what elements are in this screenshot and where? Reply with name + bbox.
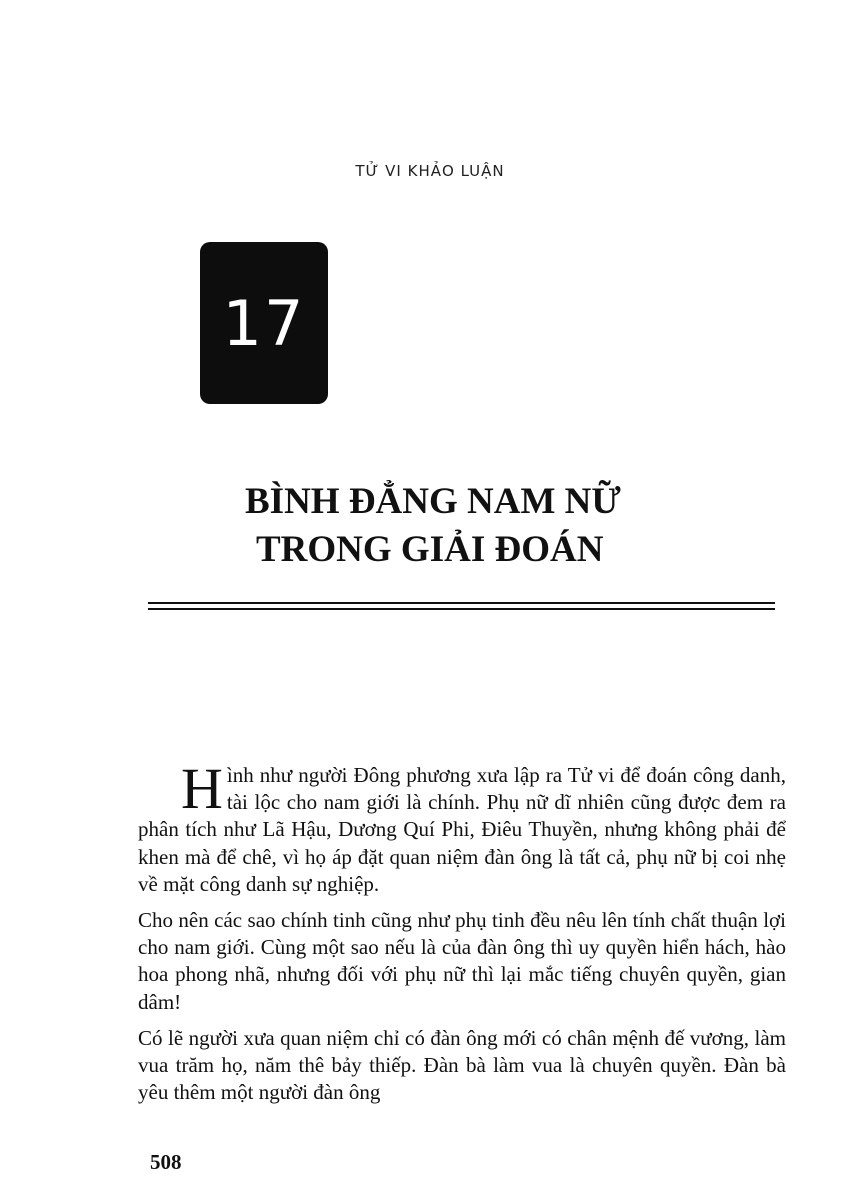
title-divider-top (148, 602, 775, 604)
title-divider-bottom (148, 608, 775, 610)
body-text (138, 756, 786, 1115)
page-number: 508 (150, 1150, 182, 1174)
running-header: TỬ VI KHẢO LUẬN (355, 162, 505, 180)
drop-cap: H (181, 756, 223, 821)
chapter-title-line-2: TRONG GIẢI ĐOÁN (256, 529, 604, 570)
chapter-number-box (200, 242, 328, 404)
paragraph-1-text: ình như người Đông phương xưa lập ra Tử vi để đoán công danh, tài lộc cho nam giới là chính. Phụ nữ dĩ nhiên cũng được đem ra phân tích như Lã Hậu, Dương Quí Phi, Điêu Thuyền, nhưng không phải để khen mà để chê, vì họ áp đặt quan niệm đàn ông là tất cả, phụ nữ bị coi nhẹ về mặt công danh sự nghiệp. (138, 763, 786, 896)
paragraph-1 (138, 756, 786, 898)
chapter-title (200, 478, 760, 574)
paragraph-2: Cho nên các sao chính tinh cũng như phụ tinh đều nêu lên tính chất thuận lợi cho nam giới. Cùng một sao nếu là của đàn ông thì uy quyền hiển hách, hào hoa phong nhã, nhưng đối với phụ nữ thì lại mắc tiếng chuyên quyền, gian dâm! (138, 908, 786, 1014)
paragraph-3: Có lẽ người xưa quan niệm chỉ có đàn ông mới có chân mệnh đế vương, làm vua trăm họ, năm thê bảy thiếp. Đàn bà làm vua là chuyên quyền. Đàn bà yêu thêm một người đàn ông (138, 1025, 786, 1105)
chapter-title-line-1: BÌNH ĐẲNG NAM NỮ (245, 481, 621, 522)
chapter-number: 17 (222, 286, 306, 360)
